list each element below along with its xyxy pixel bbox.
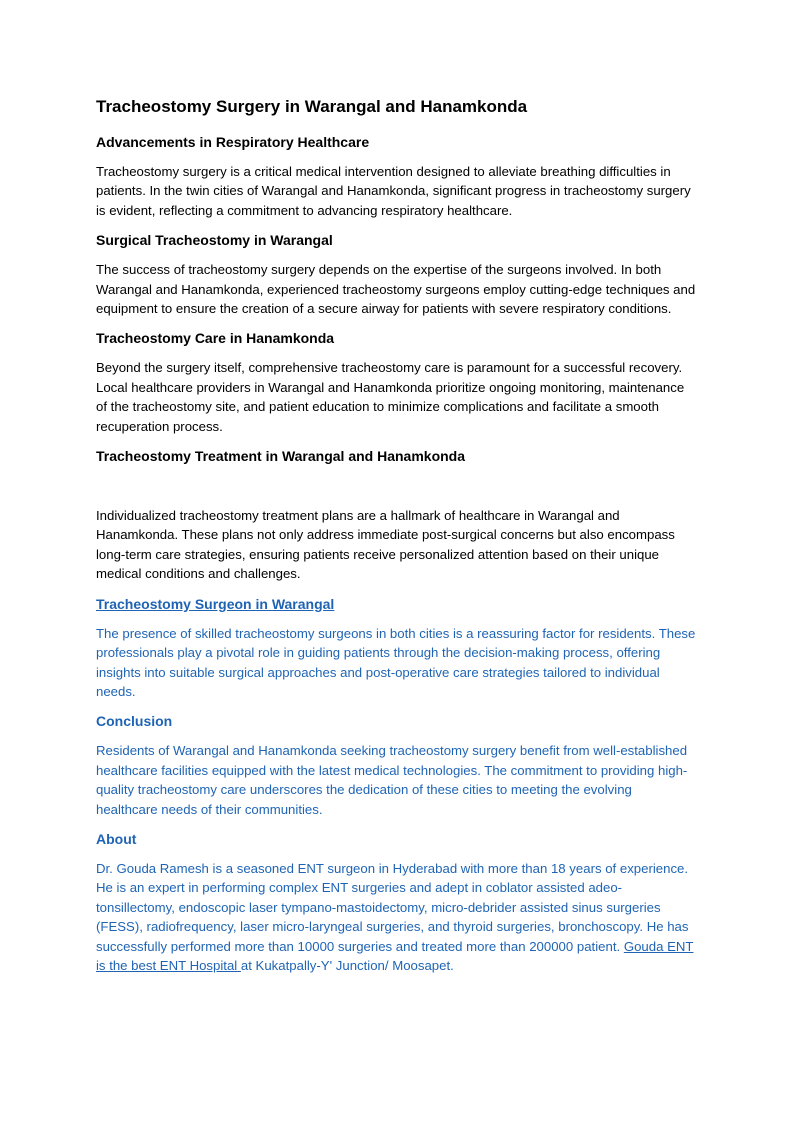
heading-advancements: Advancements in Respiratory Healthcare [96,134,370,150]
paragraph-surgical-tracheostomy: The success of tracheostomy surgery depends on the expertise of the surgeons involved. In both Warangal and Hanamkonda, experienced tracheostomy surgeons employ cutting-edge techniques and equipment to ensure the creation of a secure airway for patients with severe respiratory conditions. [96,262,696,317]
paragraph-conclusion: Residents of Warangal and Hanamkonda seeking tracheostomy surgery benefit from well-established healthcare facilities equipped with the latest medical technologies. The commitment to providing high-quality tracheostomy care underscores the dedication of these cities to meeting the evolving healthcare needs of their communities. [96,743,688,817]
heading-tracheostomy-care: Tracheostomy Care in Hanamkonda [96,330,335,347]
heading-tracheostomy-treatment: Tracheostomy Treatment in Warangal and Hanamkonda [96,448,466,465]
page-title: Tracheostomy Surgery in Warangal and Hanamkonda [96,97,528,116]
blank-spacer [96,476,697,506]
heading-about: About [96,830,137,847]
gouda-ent-hospital-link[interactable]: Gouda ENT is the best ENT Hospital [96,938,694,973]
paragraph-tracheostomy-treatment: Individualized tracheostomy treatment plans are a hallmark of healthcare in Warangal and Hanamkonda. These plans not only address immediate post-surgical concerns but also encompass long-term care strategies, ensuring patients receive personalized attention based on their unique medical conditions and challenges. [96,508,675,582]
surgeon-in-warangal-link[interactable]: Tracheostomy Surgeon in Warangal [96,595,335,612]
paragraph-advancements: Tracheostomy surgery is a critical medical intervention designed to alleviate breathing difficulties in patients. In the twin cities of Warangal and Hanamkonda, significant progress in tracheostomy surgery is evident, reflecting a commitment to advancing respiratory healthcare. [96,164,691,218]
about-tail-text: at Kukatpally-Y' Junction/ Moosapet. [240,957,454,973]
paragraph-about [96,859,697,975]
paragraph-tracheostomy-care: Beyond the surgery itself, comprehensive tracheostomy care is paramount for a successful recovery. Local healthcare providers in Warangal and Hanamkonda prioritize ongoing monitoring, maintenance of the tracheostomy site, and patient education to minimize complications and facilitate a smooth recuperation process. [96,360,685,434]
paragraph-surgeons: The presence of skilled tracheostomy surgeons in both cities is a reassuring factor for residents. These professionals play a pivotal role in guiding patients through the decision-making process, offering insights into suitable surgical approaches and post-operative care strategies tailored to individual needs. [96,625,696,699]
about-text: Dr. Gouda Ramesh is a seasoned ENT surgeon in Hyderabad with more than 18 years of experience. He is an expert in performing complex ENT surgeries and adept in coblator assisted adeo-tonsillectomy, endoscopic laser tympano-mastoidectomy, micro-debrider assisted sinus surgeries (FESS), radiofrequency, laser micro-laryngeal surgeries, and thyroid surgeries, bronchoscopy. He has successfully performed more than 10000 surgeries and treated more than 200000 patient. [96,860,689,954]
heading-surgical-tracheostomy: Surgical Tracheostomy in Warangal [96,232,333,249]
heading-surgeon-link-wrapper [96,594,697,614]
heading-conclusion: Conclusion [96,713,173,730]
